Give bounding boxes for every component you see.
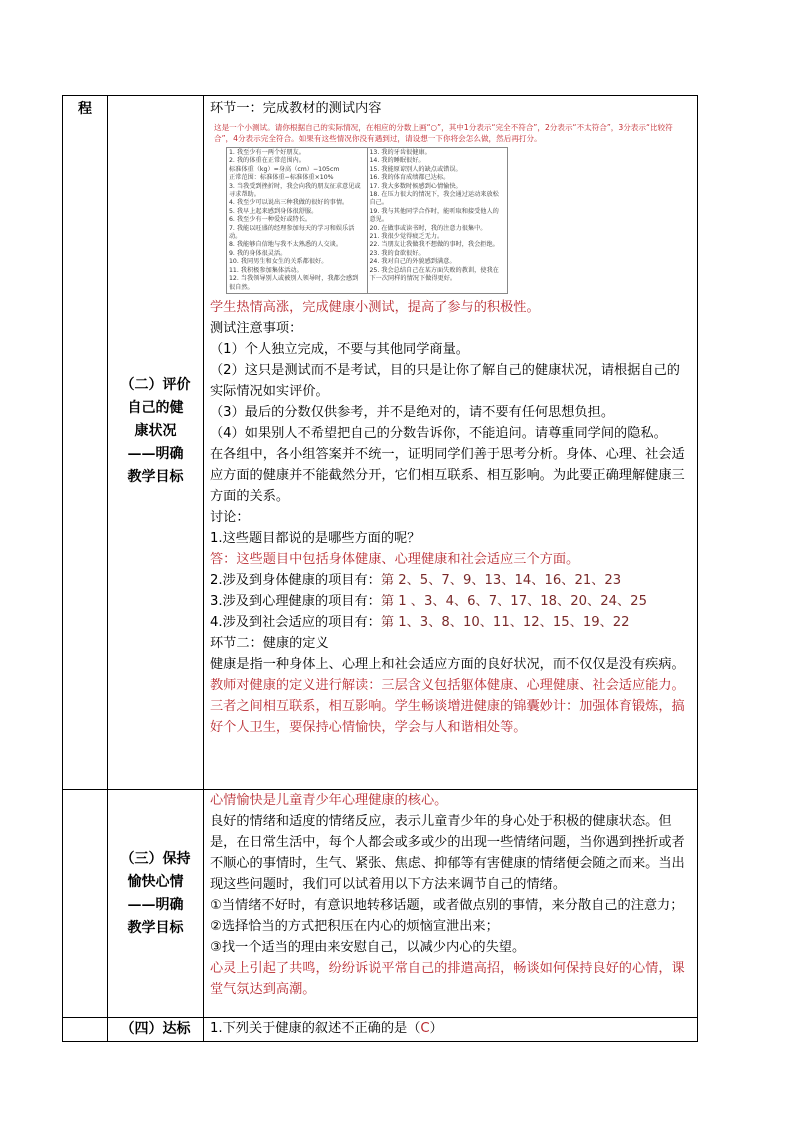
section-3-label: （三）保持 愉快心情 ——明确 教学目标 bbox=[120, 851, 191, 936]
section-4-content-cell bbox=[204, 1018, 698, 1042]
method-3: ③找一个适当的理由来安慰自己，以减少内心的失望。 bbox=[210, 940, 526, 955]
section-2-label-cell bbox=[108, 96, 204, 790]
assessment-question-1: 1.下列关于健康的叙述不正确的是（C） bbox=[210, 1021, 443, 1036]
discussion-question: 1.这些题目都说的是哪些方面的呢？ bbox=[210, 530, 421, 546]
env1-title: 环节一：完成教材的测试内容 bbox=[210, 101, 382, 116]
question-list-left: 1. 我至少有一两个好朋友。 2. 我的体重在正常范围内。 标准体重（kg）=身高（cm）−105cm 正常范围：标准体重−标准体重×10% 3. 当我受到挫折时，我会向我的朋友征求意见或寻求帮助。 4. 我至少可以说出三种我做的很好的事情。 5. 我早上起来感到身体很舒服。 6. 我至少有一种爱好或特长。 7. 我能以旺盛的经理参加每天的学习和娱乐活动。 8. 我能够自信地与我不太熟悉的人交谈。 9. 我的身体很灵活。 10. 我同男生和女生的关系都很好。 11. 我积极参加集体活动。 12. 当我领导别人或被别人领导时，我都会感到很自然。 bbox=[227, 148, 368, 294]
section-2-label: （二）评价 自己的健 康状况 ——明确 教学目标 bbox=[120, 377, 191, 485]
test-note-4: （4）如果别人不希望把自己的分数告诉你，不能追问。请尊重同学间的隐私。 bbox=[210, 425, 667, 441]
test-intro: 这是一个小测试。请你根据自己的实际情况，在相应的分数上画“○”，其中1分表示“完全不符合”，2分表示“不太符合”，3分表示“比较符合”，4分表示完全符合。如果有这些情况你没有遇到过，请设想一下你将会怎么做，然后再打分。 bbox=[214, 123, 673, 143]
teacher-note: 教师对健康的定义进行解读：三层含义包括躯体健康、心理健康、社会适应能力。三者之间相互联系，相互影响。学生畅谈增进健康的锦囊妙计：加强体育锻炼，搞好个人卫生，要保持心情愉快，学会与人和谐相处等。 bbox=[210, 677, 685, 735]
section-3-label-cell bbox=[108, 790, 204, 1018]
process-column-cell bbox=[63, 96, 108, 790]
section-4-label: （四）达标 bbox=[120, 1021, 191, 1037]
discussion-heading: 讨论： bbox=[210, 509, 250, 525]
process-column-cell-3 bbox=[63, 1018, 108, 1042]
emotion-paragraph: 良好的情绪和适度的情绪反应，表示儿童青少年的身心处于积极的健康状态。但是，在日常生活中，每个人都会或多或少的出现一些情绪问题，当你遇到挫折或者不顺心的事情时，生气、紧张、焦虑、抑郁等有害健康的情绪便会随之而来。当出现这些问题时，我们可以试着用以下方法来调节自己的情绪。 bbox=[210, 814, 685, 892]
section-4-label-cell bbox=[108, 1018, 204, 1042]
test-note-3: （3）最后的分数仅供参考，并不是绝对的，请不要有任何思想负担。 bbox=[210, 404, 615, 420]
item-body: 2.涉及到身体健康的项目有：第 2、5、7、9、13、14、16、21、23 bbox=[210, 572, 622, 588]
process-label: 程 bbox=[78, 101, 92, 117]
process-column-cell-2 bbox=[63, 790, 108, 1018]
item-social: 4.涉及到社会适应的项目有：第 1、3、8、10、11、12、15、19、22 bbox=[210, 614, 630, 630]
mood-core-line: 心情愉快是儿童青少年心理健康的核心。 bbox=[210, 793, 448, 808]
section-3-content-cell bbox=[204, 790, 698, 1018]
method-1: ①当情绪不好时，有意识地转移话题，或者做点别的事情，来分散自己的注意力； bbox=[210, 898, 684, 913]
health-definition: 健康是指一种身体上、心理上和社会适应方面的良好状况，而不仅仅是没有疾病。 bbox=[210, 656, 685, 672]
test-note-1: （1）个人独立完成，不要与其他同学商量。 bbox=[210, 341, 469, 357]
discussion-answer: 答：这些题目中包括身体健康、心理健康和社会适应三个方面。 bbox=[210, 551, 580, 567]
test-image bbox=[210, 123, 691, 294]
env2-title: 环节二：健康的定义 bbox=[210, 635, 329, 651]
method-2: ②选择恰当的方式把积压在内心的烦恼宣泄出来； bbox=[210, 919, 499, 934]
lesson-table bbox=[62, 95, 698, 1042]
student-engagement-note: 学生热情高涨，完成健康小测试，提高了参与的积极性。 bbox=[210, 299, 540, 315]
closing-note: 心灵上引起了共鸣，纷纷诉说平常自己的排遣高招，畅谈如何保持良好的心情，课堂气氛达到高潮。 bbox=[210, 961, 685, 997]
test-notes-heading: 测试注意事项： bbox=[210, 320, 303, 336]
test-note-2: （2）这只是测试而不是考试，目的只是让你了解自己的健康状况，请根据自己的实际情况如实评价。 bbox=[210, 362, 680, 399]
group-analysis: 在各组中，各小组答案并不统一，证明同学们善于思考分析。身体、心理、社会适应方面的健康并不能截然分开，它们相互联系、相互影响。为此要正确理解健康三方面的关系。 bbox=[210, 446, 685, 504]
section-2-content-cell bbox=[204, 96, 698, 790]
item-mind: 3.涉及到心理健康的项目有：第 1 、3、4、6、7、17、18、20、24、25 bbox=[210, 593, 647, 609]
question-list-right: 13. 我的牙齿很健康。 14. 我的睡眠很好。 15. 我能原谅别人的缺点或错误。 16. 我的体育成绩都已达标。 17. 我大多数时候感到心情愉快。 18. 在压力很大的情况下，我会通过运动来放松自己。 19. 我与其他同学合作时，能听取和接受他人的意见。 20. 在做事或读书时，我的注意力很集中。 21. 我很少觉得疲乏无力。 22. 当朋友让我做我不想做的事时，我会拒绝。 23. 我的食欲很好。 24. 我对自己的外貌感到满意。 25. 我会总结自己在某方面失败的教训，使我在下一次同样的情况下做得更好。 bbox=[367, 148, 508, 294]
test-question-table bbox=[226, 147, 508, 294]
